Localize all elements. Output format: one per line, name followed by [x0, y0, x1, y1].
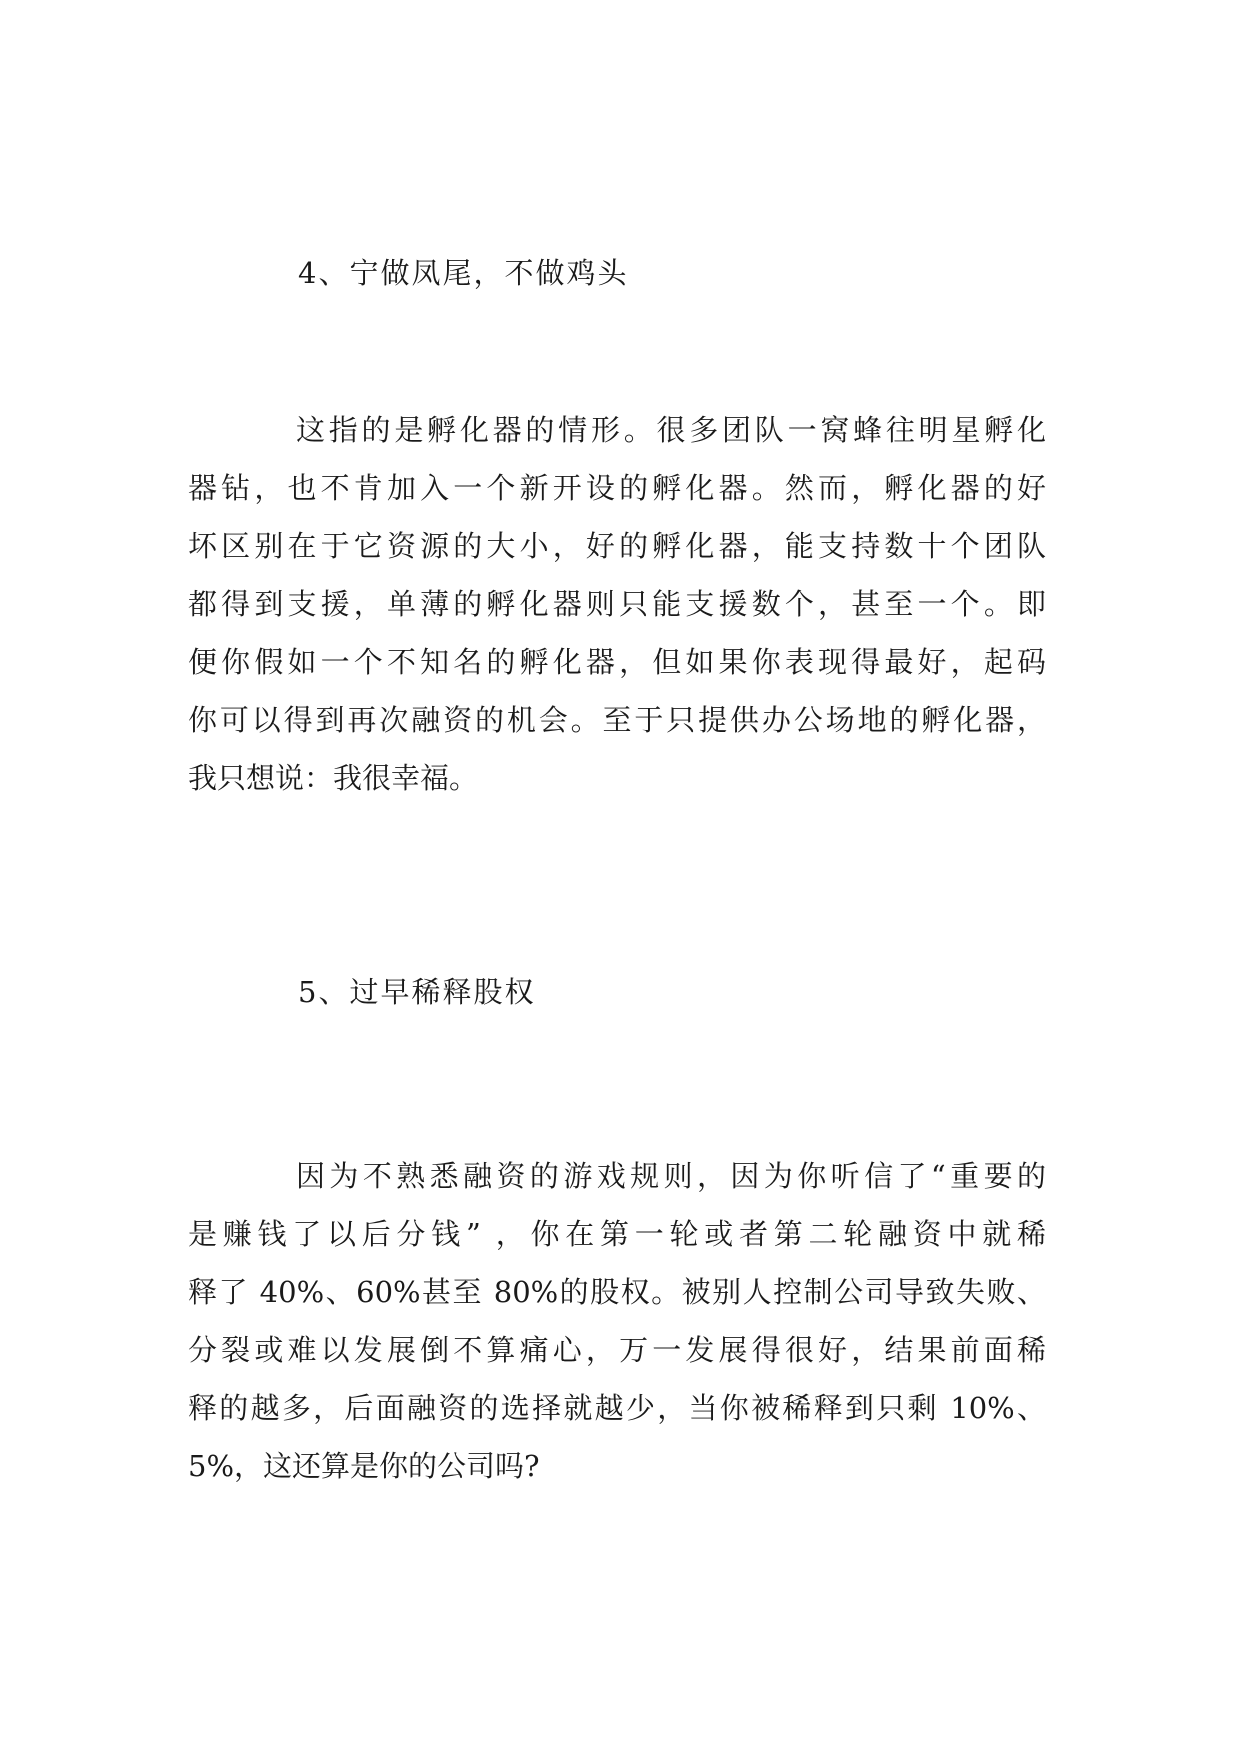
- section-heading-5: 5、过早稀释股权: [298, 975, 536, 1009]
- paragraph-line: 便你假如一个不知名的孵化器，但如果你表现得最好，起码: [188, 645, 1046, 679]
- paragraph-incubator: [188, 401, 1046, 807]
- paragraph-line: 都得到支援，单薄的孵化器则只能支援数个，甚至一个。即: [188, 587, 1046, 621]
- paragraph-line: 我只想说：我很幸福。: [188, 761, 479, 795]
- paragraph-line: 器钻，也不肯加入一个新开设的孵化器。然而，孵化器的好: [188, 471, 1046, 505]
- paragraph-line: 释了 40%、60%甚至 80%的股权。被别人控制公司导致失败、: [188, 1275, 1046, 1309]
- paragraph-equity-dilution: [188, 1147, 1046, 1495]
- paragraph-line: 释的越多，后面融资的选择就越少，当你被稀释到只剩 10%、: [188, 1391, 1046, 1425]
- paragraph-line: 因为不熟悉融资的游戏规则，因为你听信了“重要的: [296, 1159, 1046, 1193]
- paragraph-line: 5%，这还算是你的公司吗?: [188, 1449, 540, 1483]
- section-heading-4: 4、宁做凤尾，不做鸡头: [298, 256, 629, 290]
- paragraph-line: 分裂或难以发展倒不算痛心，万一发展得很好，结果前面稀: [188, 1333, 1046, 1367]
- paragraph-line: 是赚钱了以后分钱” ，你在第一轮或者第二轮融资中就稀: [188, 1217, 1046, 1251]
- paragraph-line: 这指的是孵化器的情形。很多团队一窝蜂往明星孵化: [296, 413, 1046, 447]
- paragraph-line: 你可以得到再次融资的机会。至于只提供办公场地的孵化器，: [188, 703, 1046, 737]
- paragraph-line: 坏区别在于它资源的大小，好的孵化器，能支持数十个团队: [188, 529, 1046, 563]
